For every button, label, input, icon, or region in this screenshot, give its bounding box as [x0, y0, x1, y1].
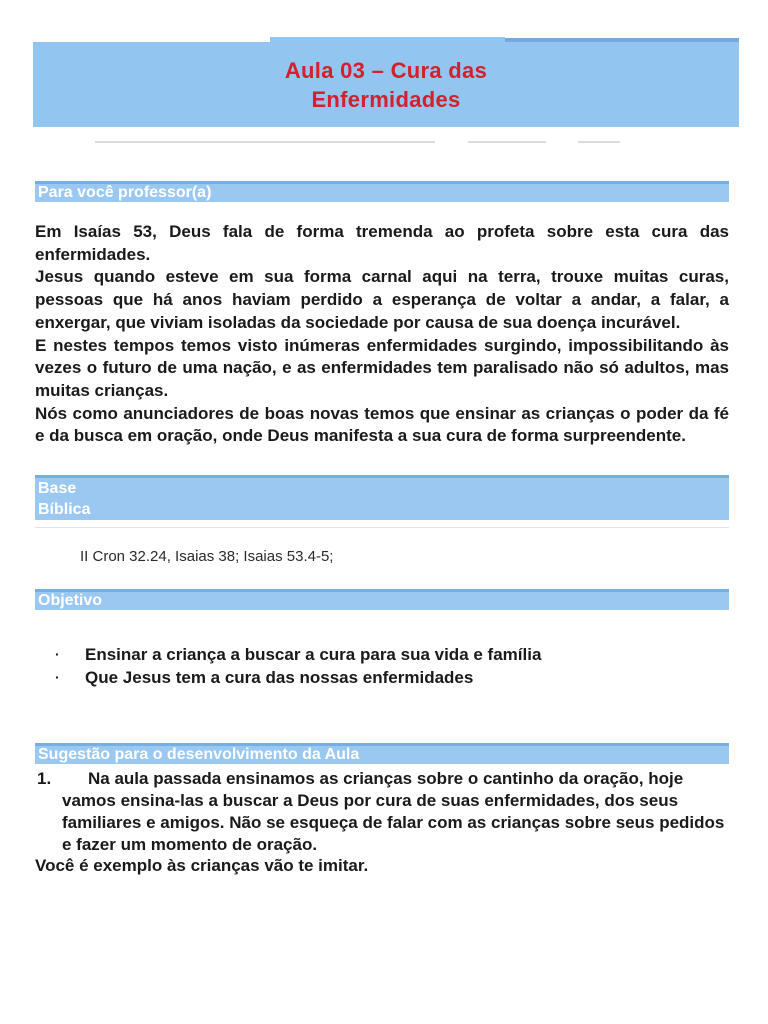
numbered-item-text: Na aula passada ensinamos as crianças sobre o cantinho da oração, hoje vamos ensina-las a buscar a Deus por cura de suas enfermidades, dos seus familiares e amigos. Não se esqueça de falar com as crianças sobre seus pedidos e fazer um momento de oração. — [62, 769, 725, 854]
bullet-text: Ensinar a criança a buscar a cura para sua vida e família — [85, 645, 542, 664]
body-paragraph: E nestes tempos temos visto inúmeras enfermidades surgindo, impossibilitando às vezes o futuro de uma nação, e as enfermidades tem paralisado não só adultos, mas muitas crianças. — [35, 335, 729, 400]
list-item — [55, 666, 715, 689]
section-header-base-biblica — [35, 475, 729, 520]
scan-line-artifact — [35, 527, 729, 528]
body-paragraph: Jesus quando esteve em sua forma carnal aqui na terra, trouxe muitas curas, pessoas que há anos haviam perdido a esperança de voltar a andar, a falar, a enxergar, que viviam isoladas da sociedade por causa de sua doença incurável. — [35, 267, 729, 332]
title-banner — [33, 42, 739, 127]
bible-reference: II Cron 32.24, Isaias 38; Isaias 53.4-5; — [80, 548, 334, 565]
base-biblica-header-line-2: Bíblica — [38, 501, 91, 518]
list-item — [55, 643, 715, 666]
bullet-dot: · — [55, 646, 60, 662]
page-title-line-1: Aula 03 – Cura das — [284, 57, 488, 83]
bullet-dot: · — [55, 669, 60, 685]
closing-note: Você é exemplo às crianças vão te imitar. — [35, 856, 369, 875]
page-title-line-2: Enfermidades — [311, 86, 461, 112]
scan-dash-artifact — [578, 141, 620, 143]
numbered-item-number: 1. — [37, 769, 52, 788]
section-header-objetivo: Objetivo — [35, 589, 729, 610]
section-header-sugestao: Sugestão para o desenvolvimento da Aula — [35, 743, 729, 764]
base-biblica-header-line-1: Base — [38, 480, 77, 497]
bullet-text: Que Jesus tem a cura das nossas enfermidades — [85, 668, 474, 687]
body-paragraph: Em Isaías 53, Deus fala de forma tremenda ao profeta sobre esta cura das enfermidades. — [35, 222, 729, 264]
professor-body-text — [35, 221, 729, 448]
objective-bullet-list — [55, 643, 715, 689]
scan-dash-artifact — [468, 141, 546, 143]
scan-dash-artifact — [95, 141, 435, 143]
section-header-professor: Para você professor(a) — [35, 181, 729, 202]
body-paragraph: Nós como anunciadores de boas novas temos que ensinar as crianças o poder da fé e da busca em oração, onde Deus manifesta a sua cura de forma surpreendente. — [35, 403, 729, 446]
